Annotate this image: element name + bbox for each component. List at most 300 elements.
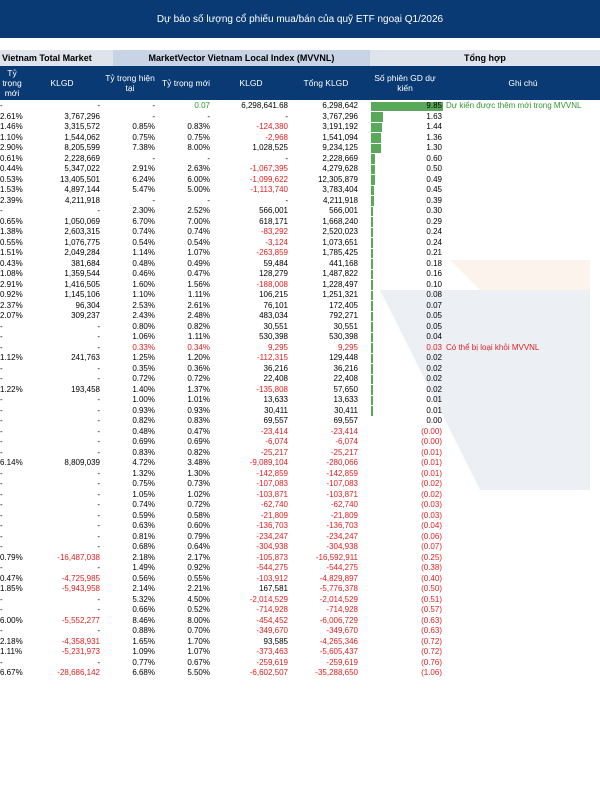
cell-weight-current: 1.40% [132, 384, 155, 394]
cell-weight-new: 0.67% [187, 657, 210, 667]
cell-klgd-b: 530,398 [259, 332, 288, 341]
cell-klgd-a: 5,347,022 [64, 164, 100, 173]
group-header-mvvnl: MarketVector Vietnam Local Index (MVVNL) [113, 50, 370, 66]
cell-klgd-a: 4,211,918 [65, 195, 100, 205]
cell-klgd-a: - [97, 542, 100, 551]
cell-klgd-b: -25,217 [260, 447, 288, 457]
cell-sessions: (0.02) [421, 479, 442, 488]
cell-klgd-a: - [97, 321, 100, 331]
cell-klgd-b: -21,809 [260, 510, 288, 520]
cell-sessions: 0.05 [426, 311, 442, 320]
table-row [0, 595, 600, 606]
cell-total-klgd: -35,288,650 [315, 668, 358, 677]
cell-weight-new-a: 0.79% [0, 552, 23, 562]
cell-sessions: (0.72) [421, 636, 442, 646]
cell-weight-new: 1.56% [187, 279, 210, 289]
cell-sessions: 0.49 [426, 174, 442, 184]
table-row [0, 532, 600, 543]
cell-weight-new-a: 1.51% [0, 248, 23, 257]
cell-note [446, 227, 600, 238]
table-row [0, 175, 600, 186]
cell-klgd-a: - [97, 500, 100, 509]
cell-klgd-a: 381,684 [71, 258, 100, 268]
cell-weight-new: 2.63% [187, 164, 210, 173]
table-row [0, 637, 600, 648]
cell-weight-current: 1.06% [132, 332, 155, 341]
cell-weight-new-a: 2.61% [0, 111, 23, 121]
cell-klgd-a: - [97, 342, 100, 352]
cell-klgd-b: -454,452 [256, 615, 288, 625]
cell-note [446, 332, 600, 343]
cell-sessions: 0.05 [426, 321, 442, 331]
cell-weight-current: 0.35% [132, 363, 155, 373]
cell-sessions: (0.06) [421, 531, 442, 541]
cell-weight-new-a: 0.55% [0, 237, 23, 247]
cell-sessions: 0.08 [426, 290, 442, 299]
cell-weight-new-a: 1.38% [0, 227, 23, 236]
cell-weight-new: 8.00% [187, 615, 210, 625]
cell-sessions: (0.63) [421, 626, 442, 635]
cell-sessions: (0.76) [421, 657, 442, 667]
cell-weight-new-a: 0.65% [0, 216, 23, 226]
cell-klgd-b: -263,859 [256, 248, 288, 257]
group-header-summary: Tổng hợp [370, 50, 600, 66]
cell-klgd-b: -304,938 [256, 542, 288, 551]
cell-total-klgd: 9,295 [337, 342, 358, 352]
cell-note [446, 185, 600, 196]
cell-weight-current: - [152, 153, 155, 163]
cell-weight-current: 0.48% [132, 426, 155, 436]
cell-weight-new-a: - [0, 321, 3, 331]
cell-weight-new: 0.34% [187, 342, 210, 352]
cell-weight-new: 1.07% [187, 647, 210, 656]
cell-total-klgd: 1,541,094 [322, 132, 358, 142]
cell-weight-new-a: - [0, 594, 3, 604]
table-row [0, 164, 600, 175]
cell-total-klgd: 12,305,879 [317, 174, 358, 184]
cell-weight-new: 0.58% [187, 510, 210, 520]
cell-note [446, 406, 600, 417]
cell-total-klgd: 3,783,404 [322, 185, 358, 194]
cell-note [446, 427, 600, 438]
cell-weight-new-a: 2.39% [0, 195, 23, 205]
table-row [0, 626, 600, 637]
cell-weight-new-a: 1.11% [0, 647, 23, 656]
table-row [0, 290, 600, 301]
cell-note [446, 574, 600, 585]
table-row [0, 658, 600, 669]
cell-klgd-a: -4,725,985 [61, 573, 100, 583]
cell-klgd-a: - [97, 395, 100, 404]
cell-total-klgd: 1,487,822 [322, 269, 358, 278]
cell-weight-new: 0.83% [187, 122, 210, 131]
table-row [0, 133, 600, 144]
cell-total-klgd: -304,938 [326, 542, 358, 551]
cell-weight-new: 2.21% [187, 584, 210, 593]
cell-note [446, 259, 600, 270]
cell-klgd-a: - [97, 363, 100, 373]
cell-note: Có thể bị loại khỏi MVVNL [446, 342, 540, 352]
cell-klgd-a: 2,049,284 [64, 248, 100, 257]
cell-weight-current: 2.43% [132, 311, 155, 320]
cell-sessions: 0.29 [426, 216, 442, 226]
cell-klgd-a: - [97, 510, 100, 520]
cell-total-klgd: -5,605,437 [319, 647, 358, 656]
cell-weight-new: 1.20% [187, 353, 210, 362]
cell-weight-new: 0.72% [187, 500, 210, 509]
cell-klgd-a: 1,145,106 [64, 290, 100, 299]
cell-sessions: (0.01) [421, 458, 442, 467]
cell-note [446, 416, 600, 427]
cell-total-klgd: -544,275 [326, 563, 358, 572]
cell-weight-current: 0.77% [132, 657, 155, 667]
cell-klgd-a: - [97, 626, 100, 635]
cell-klgd-b: 618,171 [259, 216, 288, 226]
table-row [0, 479, 600, 490]
cell-weight-new-a: 6.67% [0, 668, 23, 677]
table-row [0, 605, 600, 616]
cell-sessions: (0.63) [421, 615, 442, 625]
cell-weight-current: 0.80% [132, 321, 155, 331]
table-row [0, 416, 600, 427]
cell-weight-new: 2.17% [187, 552, 210, 562]
cell-weight-new: 0.83% [187, 416, 210, 425]
cell-weight-current: 0.74% [132, 227, 155, 236]
data-table-body [0, 101, 600, 679]
table-row [0, 269, 600, 280]
cell-weight-new: 0.07 [194, 101, 210, 110]
cell-weight-current: 2.18% [132, 552, 155, 562]
table-row [0, 154, 600, 165]
cell-weight-new: 0.75% [187, 132, 210, 142]
cell-klgd-a: -5,552,277 [61, 615, 100, 625]
cell-weight-current: 1.25% [132, 353, 155, 362]
cell-weight-new: 0.74% [187, 227, 210, 236]
cell-klgd-a: - [97, 521, 100, 530]
cell-weight-current: 0.66% [132, 605, 155, 614]
table-row [0, 206, 600, 217]
cell-weight-new: - [207, 195, 210, 205]
cell-sessions: 1.30 [426, 143, 442, 152]
cell-klgd-b: -105,873 [256, 552, 288, 562]
cell-note [446, 458, 600, 469]
cell-note [446, 385, 600, 396]
cell-sessions: 0.01 [426, 395, 442, 404]
cell-klgd-b: -142,859 [256, 468, 288, 478]
cell-weight-new-a: - [0, 521, 3, 530]
table-row [0, 101, 600, 112]
table-row [0, 448, 600, 459]
cell-weight-current: 1.32% [132, 468, 155, 478]
table-row [0, 553, 600, 564]
cell-weight-new: - [207, 111, 210, 121]
cell-total-klgd: 1,228,497 [322, 279, 358, 289]
cell-total-klgd: -136,703 [326, 521, 358, 530]
cell-weight-current: 0.75% [132, 479, 155, 488]
cell-klgd-a: - [97, 426, 100, 436]
cell-sessions: 0.45 [426, 185, 442, 194]
table-row [0, 511, 600, 522]
cell-klgd-a: -4,358,931 [61, 636, 100, 646]
cell-total-klgd: -280,066 [326, 458, 358, 467]
cell-total-klgd: -714,928 [326, 605, 358, 614]
cell-klgd-a: - [97, 437, 100, 446]
cell-weight-current: 6.24% [132, 174, 155, 184]
table-row [0, 322, 600, 333]
cell-klgd-a: 2,603,315 [64, 227, 100, 236]
cell-weight-current: 0.72% [132, 374, 155, 383]
cell-klgd-a: - [97, 101, 100, 110]
cell-weight-new-a: - [0, 531, 3, 541]
cell-note [446, 395, 600, 406]
cell-weight-new-a: 0.53% [0, 174, 23, 184]
cell-note [446, 217, 600, 228]
cell-klgd-a: 1,416,505 [64, 279, 100, 289]
cell-weight-new: 5.50% [187, 668, 210, 677]
cell-total-klgd: -234,247 [326, 531, 358, 541]
cell-weight-new: 8.00% [187, 143, 210, 152]
cell-total-klgd: 69,557 [333, 416, 358, 425]
cell-weight-new: 0.69% [187, 437, 210, 446]
table-row [0, 469, 600, 480]
cell-note [446, 154, 600, 165]
table-row [0, 311, 600, 322]
cell-total-klgd: 1,251,321 [322, 290, 358, 299]
cell-klgd-b: 1,028,525 [252, 143, 288, 152]
cell-total-klgd: -4,829,897 [319, 573, 358, 583]
cell-note [446, 448, 600, 459]
table-row [0, 395, 600, 406]
cell-weight-current: 0.69% [132, 437, 155, 446]
cell-total-klgd: -6,006,729 [319, 615, 358, 625]
table-row [0, 385, 600, 396]
cell-note [446, 595, 600, 606]
cell-weight-current: 1.05% [132, 489, 155, 499]
cell-note [446, 532, 600, 543]
col-weight-current: Tỷ trọng hiện tại [105, 73, 155, 93]
cell-weight-current: - [152, 101, 155, 110]
cell-klgd-b: -259,619 [256, 657, 288, 667]
cell-klgd-b: -1,099,622 [249, 174, 288, 184]
cell-total-klgd: 1,668,240 [322, 216, 358, 226]
cell-total-klgd: 129,448 [329, 353, 358, 362]
table-row [0, 668, 600, 679]
cell-weight-new: 0.55% [187, 573, 210, 583]
cell-klgd-a: 2,228,669 [64, 153, 100, 163]
cell-sessions: 0.39 [426, 195, 442, 205]
cell-weight-current: 6.68% [132, 668, 155, 677]
cell-sessions: 0.04 [426, 332, 442, 341]
cell-klgd-a: 309,237 [71, 311, 100, 320]
cell-weight-current: 0.74% [132, 500, 155, 509]
cell-note [446, 521, 600, 532]
cell-note: Dự kiến được thêm mới trong MVVNL [446, 101, 582, 110]
cell-sessions: (0.03) [421, 500, 442, 509]
cell-note [446, 637, 600, 648]
cell-klgd-a: - [97, 405, 100, 415]
cell-klgd-b: -234,247 [256, 531, 288, 541]
cell-note [446, 553, 600, 564]
cell-klgd-a: -28,686,142 [57, 668, 100, 677]
cell-sessions: (0.00) [421, 437, 442, 446]
cell-weight-new: 5.00% [187, 185, 210, 194]
cell-klgd-a: - [97, 489, 100, 499]
cell-note [446, 437, 600, 448]
cell-sessions: 0.07 [426, 300, 442, 310]
col-klgd-a: KLGD [50, 78, 74, 88]
cell-klgd-a: - [97, 447, 100, 457]
cell-sessions: (0.40) [421, 573, 442, 583]
cell-klgd-b: -373,463 [256, 647, 288, 656]
cell-sessions: 9.85 [426, 101, 442, 110]
cell-weight-new-a: - [0, 416, 3, 425]
col-klgd-b: KLGD [239, 78, 263, 88]
table-row [0, 238, 600, 249]
cell-sessions: 0.02 [426, 353, 442, 362]
cell-weight-new-a: 2.91% [0, 279, 23, 289]
table-row [0, 217, 600, 228]
cell-klgd-a: 3,767,296 [64, 111, 100, 121]
cell-weight-new-a: - [0, 479, 3, 488]
cell-sessions: 0.16 [426, 269, 442, 278]
cell-weight-new: 2.52% [187, 206, 210, 215]
table-row [0, 542, 600, 553]
cell-sessions: (0.01) [421, 468, 442, 478]
cell-note [446, 311, 600, 322]
cell-weight-new-a: 0.61% [0, 153, 23, 163]
cell-weight-new: 3.48% [187, 458, 210, 467]
cell-klgd-b: -2,968 [265, 132, 288, 142]
cell-klgd-a: - [97, 657, 100, 667]
cell-weight-new: 1.07% [187, 248, 210, 257]
cell-sessions: (0.01) [421, 447, 442, 457]
cell-note [446, 364, 600, 375]
cell-weight-new-a: - [0, 468, 3, 478]
cell-weight-new-a: - [0, 510, 3, 520]
cell-klgd-b: 106,215 [259, 290, 288, 299]
cell-sessions: 0.60 [426, 153, 442, 163]
col-weight-new-a: Tỷ trọng mới [2, 68, 22, 98]
cell-sessions: 1.44 [426, 122, 442, 131]
col-total-klgd: Tổng KLGD [303, 78, 349, 88]
cell-weight-new-a: - [0, 374, 3, 383]
cell-total-klgd: -21,809 [330, 510, 358, 520]
cell-klgd-b: -6,602,507 [249, 668, 288, 677]
cell-klgd-b: 483,034 [259, 311, 288, 320]
cell-weight-current: 2.14% [132, 584, 155, 593]
cell-weight-new-a: 1.85% [0, 584, 23, 593]
cell-sessions: (1.06) [421, 668, 442, 677]
cell-klgd-b: -188,008 [256, 279, 288, 289]
cell-total-klgd: 57,650 [333, 384, 358, 394]
cell-sessions: (0.51) [421, 594, 442, 604]
group-header-total-market: Vietnam Total Market [0, 50, 113, 66]
cell-weight-new: - [207, 153, 210, 163]
cell-weight-new-a: - [0, 437, 3, 446]
cell-total-klgd: -349,670 [326, 626, 358, 635]
cell-weight-new-a: 1.10% [0, 132, 23, 142]
cell-klgd-b: -544,275 [256, 563, 288, 572]
col-weight-new: Tỷ trọng mới [161, 78, 211, 88]
cell-klgd-b: 30,551 [263, 321, 288, 331]
cell-klgd-b: 93,585 [263, 636, 288, 646]
cell-sessions: 0.02 [426, 384, 442, 394]
table-row [0, 427, 600, 438]
cell-sessions: 0.02 [426, 374, 442, 383]
cell-klgd-b: -124,380 [256, 122, 288, 131]
cell-weight-current: 0.83% [132, 447, 155, 457]
cell-sessions: (0.07) [421, 542, 442, 551]
cell-note [446, 196, 600, 207]
cell-klgd-a: - [97, 531, 100, 541]
cell-weight-new: 1.01% [187, 395, 210, 404]
cell-total-klgd: -6,074 [335, 437, 358, 446]
cell-weight-new: 0.36% [187, 363, 210, 373]
cell-sessions: (0.25) [421, 552, 442, 562]
cell-klgd-b: 167,581 [259, 584, 288, 593]
column-header-row [0, 66, 600, 100]
cell-weight-new: 4.50% [187, 594, 210, 604]
cell-weight-new-a: - [0, 542, 3, 551]
table-row [0, 521, 600, 532]
cell-note [446, 605, 600, 616]
cell-sessions: 0.02 [426, 363, 442, 373]
cell-sessions: (0.57) [421, 605, 442, 614]
cell-klgd-a: 8,809,039 [64, 458, 100, 467]
table-row [0, 574, 600, 585]
cell-weight-new-a: - [0, 489, 3, 499]
cell-total-klgd: 4,279,628 [322, 164, 358, 173]
cell-note [446, 248, 600, 259]
cell-klgd-b: 9,295 [267, 342, 288, 352]
cell-note [446, 490, 600, 501]
cell-note [446, 122, 600, 133]
table-row [0, 563, 600, 574]
table-row [0, 227, 600, 238]
cell-total-klgd: 3,767,296 [322, 111, 358, 121]
cell-weight-new-a: 0.44% [0, 164, 23, 173]
cell-weight-new-a: 0.92% [0, 290, 23, 299]
table-row [0, 353, 600, 364]
cell-note [446, 479, 600, 490]
cell-sessions: 0.21 [426, 248, 442, 257]
cell-note [446, 175, 600, 186]
cell-weight-current: 2.53% [132, 300, 155, 310]
cell-klgd-b: 59,484 [263, 258, 288, 268]
cell-weight-new-a: - [0, 332, 3, 341]
cell-sessions: 0.10 [426, 279, 442, 289]
col-sessions: Số phiên GD dự kiến [374, 73, 436, 93]
cell-sessions: (0.03) [421, 510, 442, 520]
cell-weight-new-a: - [0, 563, 3, 572]
cell-weight-new-a: 0.47% [0, 573, 23, 583]
cell-klgd-a: -5,231,973 [61, 647, 100, 656]
cell-note [446, 542, 600, 553]
cell-weight-new: 0.47% [187, 426, 210, 436]
cell-weight-current: 1.65% [132, 636, 155, 646]
cell-klgd-b: 566,001 [259, 206, 288, 215]
cell-sessions: 0.24 [426, 237, 442, 247]
cell-weight-current: 0.63% [132, 521, 155, 530]
cell-total-klgd: 2,228,669 [322, 153, 358, 163]
cell-klgd-b: -107,083 [256, 479, 288, 488]
cell-weight-new: 0.64% [187, 542, 210, 551]
cell-total-klgd: -16,592,911 [315, 552, 358, 562]
table-row [0, 490, 600, 501]
cell-note [446, 133, 600, 144]
table-row [0, 112, 600, 123]
cell-klgd-a: - [97, 605, 100, 614]
